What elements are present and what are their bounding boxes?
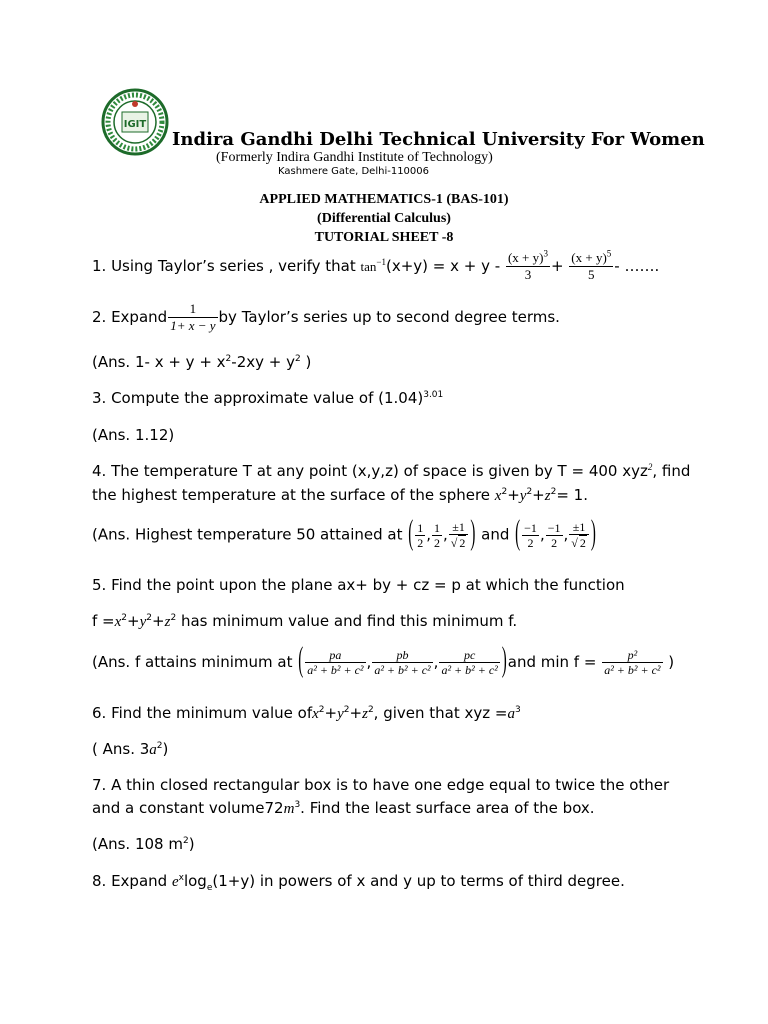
question-5-line-2: $f =x^2+y^2+z^2$ has minimum value and find this minimum f.	[92, 612, 518, 630]
question-7-line-1: 7. A thin closed rectangular box is to have one edge equal to twice the other	[92, 776, 670, 794]
question-2: 2. Expand $\frac{1}{1+ x - y}$ by Taylor’s series up to second degree terms.	[92, 301, 560, 333]
q1-fraction-1: $\frac{(x + y)^3}{3}$	[507, 248, 548, 282]
answer-7: (Ans. 108 $m^2$)	[92, 835, 195, 853]
logo-text: IGIT	[123, 119, 147, 130]
formerly-line: (Formerly Indira Gandhi Institute of Technology)	[216, 150, 493, 165]
question-5-line-1: 5. Find the point upon the plane ax+ by + cz = p at which the function	[92, 576, 625, 594]
tutorial-sheet-title: TUTORIAL SHEET -8	[314, 230, 454, 245]
answer-5: (Ans. f attains minimum at ( $\frac{pa}{\text{a² + b² + c²}}$ , $\frac{pb}{\text{a² + b² + c²}}$ , $\frac{pc}{\text{a² + b² + c²}}$ )and min f = $\frac{\text{p²}}{\text{a² + b² + c²}}$ )	[92, 642, 675, 680]
answer-2: (Ans. 1- $x + y + x^2-2xy + y^2$ )	[92, 353, 312, 371]
university-logo	[101, 88, 169, 156]
question-8: 8. Expand $e^x\log_e(1+y)$ in powers of x and y up to terms of third degree.	[92, 872, 625, 893]
question-6: 6. Find the minimum value $ofx^2+y^2+z^2$, given that xyz $=a^3$	[92, 704, 521, 722]
q1-fraction-2: $\frac{(x + y)^5}{5}$	[571, 248, 612, 282]
address-line: Kashmere Gate, Delhi-110006	[278, 166, 430, 177]
question-4-line-1: 4. The temperature T at any point (x,y,z) of space is given by T = 400 xyz$^2$, find	[92, 462, 691, 480]
question-7-line-2: and a constant $volume72m^3$. Find the least surface area of the box.	[92, 799, 595, 817]
question-3: 3. Compute the approximate value of $(1.04)^{3.01}$	[92, 389, 444, 407]
question-1: 1. Using Taylor’s series , verify that $\tan^{-1}(x+y) = x + y$ - $\frac{(x + y)^3}{3}$ + $\frac{(x + y)^5}{5}$ - …….	[92, 248, 660, 282]
course-subtitle: (Differential Calculus)	[317, 211, 451, 226]
answer-6: ( Ans. $3a^2$)	[92, 740, 169, 758]
question-4-line-2: the highest temperature at the surface of the sphere $x^2+y^2+z^2= 1$.	[92, 486, 588, 504]
q2-fraction: $\frac{1}{1+ x - y}$	[170, 301, 216, 333]
answer-3: (Ans. 1.12)	[92, 426, 175, 444]
answer-4: (Ans. Highest temperature 50 attained at ( $\frac{1}{2}$ , $\frac{1}{2}$ , $\frac{\pm 1}{√ 2}$ ) and ( $\frac{-1}{2}$ , $\frac{-1}{2}$ , $\frac{\pm 1}{√ 2}$ )	[92, 515, 596, 553]
course-title: APPLIED MATHEMATICS-1 (BAS-101)	[259, 192, 509, 207]
university-name: Indira Gandhi Delhi Technical University For Women	[172, 129, 705, 150]
